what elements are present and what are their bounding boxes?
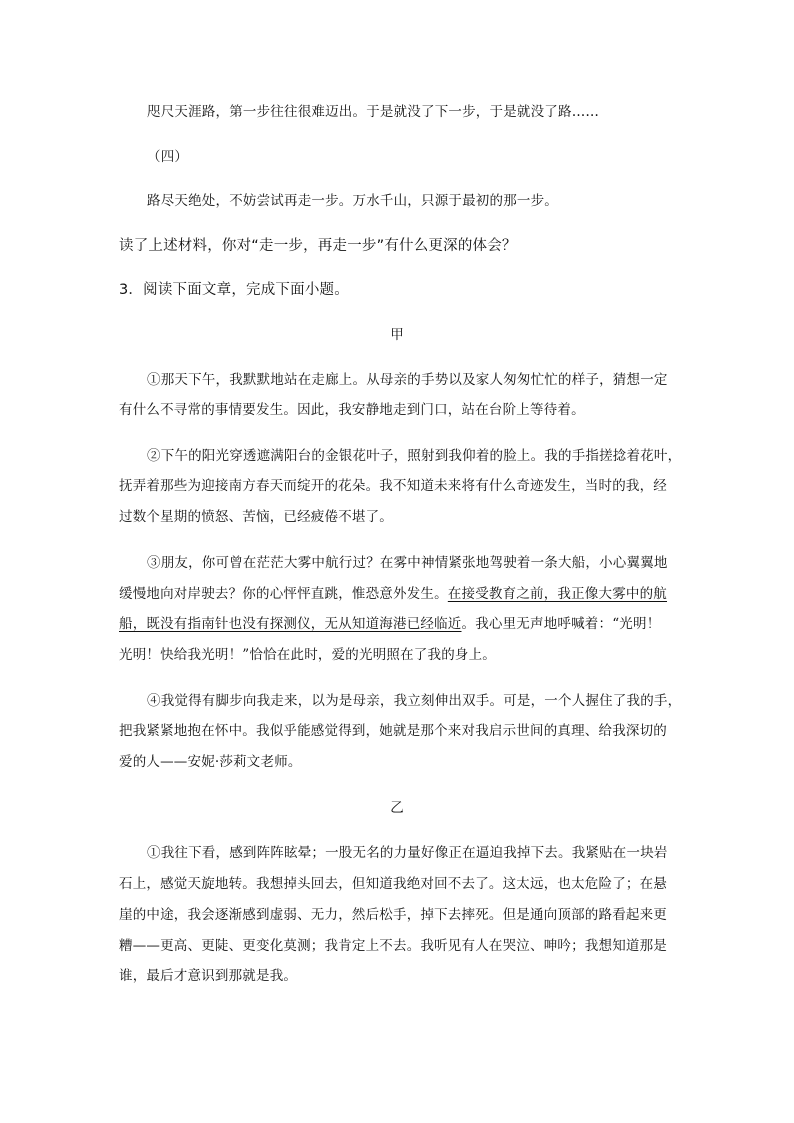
- paragraph-line: 光明！快给我光明！”恰恰在此时，爱的光明照在了我的身上。: [119, 647, 497, 663]
- paragraph-line: [119, 614, 660, 634]
- paragraph-line: [119, 584, 667, 604]
- paragraph-line: 谁，最后才意识到那就是我。: [119, 968, 298, 984]
- paragraph-line: ③朋友，你可曾在茫茫大雾中航行过？在雾中神情紧张地驾驶着一条大船，小心翼翼地: [147, 555, 668, 571]
- paragraph-line: ①那天下午，我默默地站在走廊上。从母亲的手势以及家人匆匆忙忙的样子，猜想一定: [147, 372, 668, 388]
- paragraph-line: 有什么不寻常的事情要发生。因此，我安静地走到门口，站在台阶上等待着。: [119, 402, 585, 418]
- paragraph-line: 过数个星期的愤怒、苦恼，已经疲倦不堪了。: [119, 509, 393, 525]
- question-stem: 3．阅读下面文章，完成下面小题。: [119, 282, 349, 298]
- paragraph-line: ②下午的阳光穿透遮满阳台的金银花叶子，照射到我仰着的脸上。我的手指搓捻着花叶，: [147, 448, 682, 464]
- passage-title-jia: 甲: [390, 327, 404, 343]
- paragraph-line: 石上，感觉天旋地转。我想掉头回去，但知道我绝对回不去了。这太远，也太危险了；在悬: [119, 876, 667, 892]
- paragraph-line: 把我紧紧地抱在怀中。我似乎能感觉得到，她就是那个来对我启示世间的真理、给我深切的: [119, 723, 667, 739]
- underlined-text: 船，既没有指南针也没有探测仪，无从知道海港已经临近: [119, 616, 462, 632]
- question-text: 读了上述材料，你对“走一步，再走一步”有什么更深的体会？: [119, 238, 517, 254]
- paragraph-line: 抚弄着那些为迎接南方春天而绽开的花朵。我不知道未来将有什么奇迹发生，当时的我，经: [119, 478, 667, 494]
- material-line: 咫尺天涯路，第一步往往很难迈出。于是就没了下一步，于是就没了路……: [147, 104, 600, 120]
- passage-title-yi: 乙: [390, 800, 404, 816]
- paragraph-line: 崖的中途，我会逐渐感到虚弱、无力，然后松手，掉下去摔死。但是通向顶部的路看起来更: [119, 907, 667, 923]
- material-line: 路尽天绝处，不妨尝试再走一步。万水千山，只源于最初的那一步。: [147, 193, 558, 209]
- paragraph-line: 糟——更高、更陡、更变化莫测；我肯定上不去。我听见有人在哭泣、呻吟；我想知道那是: [119, 938, 667, 954]
- paragraph-line: ①我往下看，感到阵阵眩晕；一股无名的力量好像正在逼迫我掉下去。我紧贴在一块岩: [147, 845, 668, 861]
- paragraph-line: 爱的人——安妮·莎莉文老师。: [119, 754, 302, 770]
- underlined-text: 在接受教育之前，我正像大雾中的航: [447, 586, 668, 602]
- plain-text: 缓慢地向对岸驶去？你的心怦怦直跳，惟恐意外发生。: [119, 586, 448, 602]
- material-label-four: （四）: [147, 149, 189, 165]
- plain-text: 。我心里无声地呼喊着：“光明！: [461, 616, 661, 632]
- paragraph-line: ④我觉得有脚步向我走来，以为是母亲，我立刻伸出双手。可是，一个人握住了我的手，: [147, 693, 682, 709]
